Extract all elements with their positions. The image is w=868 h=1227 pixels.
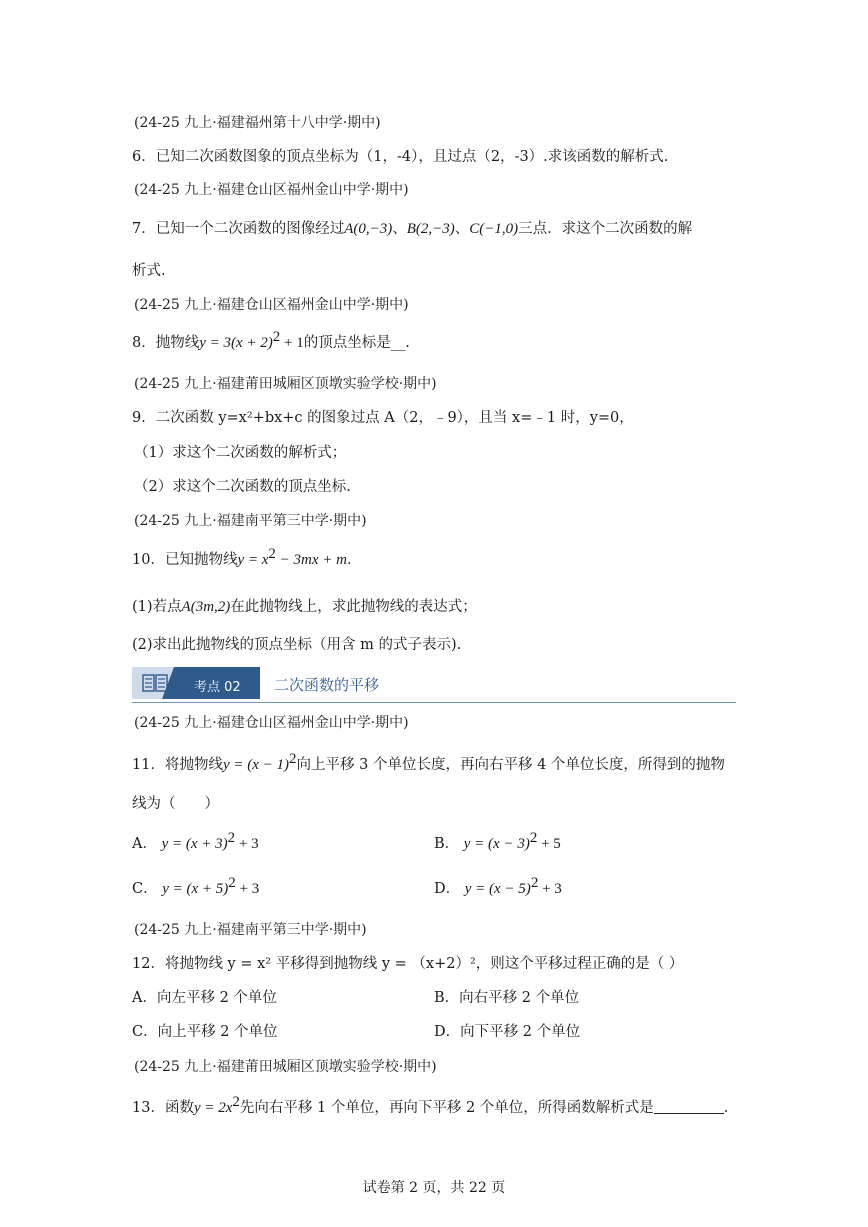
separator: 、	[454, 221, 470, 237]
question-7-line2: 析式.	[132, 263, 166, 279]
exponent: 2	[227, 830, 236, 846]
part1-prefix: (1)若点	[132, 599, 182, 615]
formula: y = x	[237, 552, 269, 568]
formula: y = 3(x + 2)	[199, 335, 273, 351]
question-7	[132, 222, 692, 237]
exponent: 2	[529, 830, 538, 846]
question-11-prefix: 11．将抛物线	[132, 757, 223, 773]
separator: 、	[392, 221, 407, 237]
question-11-suffix: 向上平移 3 个单位长度，再向右平移 4 个单位长度，所得到的抛物	[296, 757, 725, 773]
question-8	[132, 329, 410, 351]
source-label: (24-25 九上·福建莆田城厢区顶墩实验学校·期中)	[134, 376, 437, 392]
exponent: 2	[228, 875, 236, 891]
question-13-suffix: 先向右平移 1 个单位，再向下平移 2 个单位，所得函数解析式是	[239, 1100, 654, 1116]
question-11-line2: 线为（ ）	[132, 796, 219, 812]
formula: y = (x + 5)	[162, 881, 229, 897]
question-8-prefix: 8．抛物线	[132, 335, 200, 351]
option-label: C．	[132, 881, 158, 897]
formula: + 3	[235, 881, 260, 897]
option-c[interactable]: C．向上平移 2 个单位	[132, 1024, 278, 1040]
section-header	[132, 667, 736, 703]
option-label: D．	[434, 881, 461, 897]
answer-blank[interactable]	[654, 1099, 724, 1114]
question-7-suffix: 三点．求这个二次函数的解	[518, 221, 693, 237]
source-label: (24-25 九上·福建福州第十八中学·期中)	[134, 115, 381, 131]
question-11	[132, 751, 725, 773]
source-label: (24-25 九上·福建仓山区福州金山中学·期中)	[134, 182, 409, 198]
exponent: 2	[272, 329, 281, 345]
question-10-suffix: ．	[346, 552, 362, 568]
exponent: 2	[232, 1094, 240, 1110]
formula: + 5	[537, 836, 561, 852]
option-d[interactable]	[434, 875, 562, 897]
source-label: (24-25 九上·福建仓山区福州金山中学·期中)	[134, 715, 409, 731]
formula: + 1	[280, 335, 304, 351]
formula: y = (x + 3)	[161, 836, 228, 852]
question-10-part2: (2)求出此抛物线的顶点坐标（用含 m 的式子表示).	[132, 637, 462, 653]
option-b[interactable]: B．向右平移 2 个单位	[434, 990, 580, 1006]
point-a: A(0,−3)	[344, 221, 393, 237]
formula: y = (x − 5)	[464, 881, 531, 897]
option-c[interactable]	[132, 875, 260, 897]
question-10-part1	[132, 600, 477, 615]
option-a[interactable]	[132, 830, 259, 852]
point-c: C(−1,0)	[469, 221, 519, 237]
question-7-prefix: 7．已知一个二次函数的图像经过	[132, 221, 345, 237]
source-label: (24-25 九上·福建莆田城厢区顶墩实验学校·期中)	[134, 1059, 437, 1075]
section-label: 考点 02	[194, 680, 241, 695]
section-divider	[132, 702, 736, 704]
option-label: B．	[434, 836, 460, 852]
part1-suffix: 在此抛物线上，求此抛物线的表达式；	[230, 599, 477, 615]
question-8-suffix: 的顶点坐标是__.	[303, 335, 410, 351]
section-title: 二次函数的平移	[274, 676, 380, 694]
option-b[interactable]	[434, 830, 561, 852]
formula: + 3	[235, 836, 259, 852]
question-13-prefix: 13．函数	[132, 1100, 194, 1116]
question-13-end: .	[723, 1100, 729, 1116]
source-label: (24-25 九上·福建仓山区福州金山中学·期中)	[134, 297, 409, 313]
option-label: A．	[132, 836, 157, 852]
question-10-prefix: 10．已知抛物线	[132, 552, 238, 568]
question-10	[132, 546, 362, 568]
question-12: 12．将抛物线 y = x² 平移得到抛物线 y = （x+2）²，则这个平移过程正确的是（ ）	[132, 956, 684, 972]
question-13	[132, 1094, 729, 1116]
formula: − 3mx + m	[275, 552, 347, 568]
point-b: B(2,−3)	[406, 221, 455, 237]
formula: y = 2x	[193, 1100, 233, 1116]
exponent: 2	[268, 546, 276, 562]
source-label: (24-25 九上·福建南平第三中学·期中)	[134, 513, 367, 529]
point-a: A(3m,2)	[181, 599, 231, 615]
question-9-part1: （1）求这个二次函数的解析式；	[134, 445, 347, 461]
page-footer: 试卷第 2 页，共 22 页	[362, 1180, 506, 1196]
source-label: (24-25 九上·福建南平第三中学·期中)	[134, 922, 367, 938]
formula: y = (x − 1)	[222, 757, 290, 773]
question-9: 9．二次函数 y=x²+bx+c 的图象过点 A（2，﹣9），且当 x=﹣1 时，y=0，	[132, 410, 634, 426]
option-d[interactable]: D．向下平移 2 个单位	[434, 1024, 581, 1040]
option-a[interactable]: A．向左平移 2 个单位	[132, 990, 277, 1006]
exponent: 2	[289, 751, 297, 767]
question-6: 6．已知二次函数图象的顶点坐标为（1，-4），且过点（2，-3）.求该函数的解析式.	[132, 149, 669, 165]
question-9-part2: （2）求这个二次函数的顶点坐标.	[134, 479, 351, 495]
formula: + 3	[538, 881, 562, 897]
exponent: 2	[530, 875, 539, 891]
book-icon	[142, 674, 168, 692]
formula: y = (x − 3)	[463, 836, 530, 852]
